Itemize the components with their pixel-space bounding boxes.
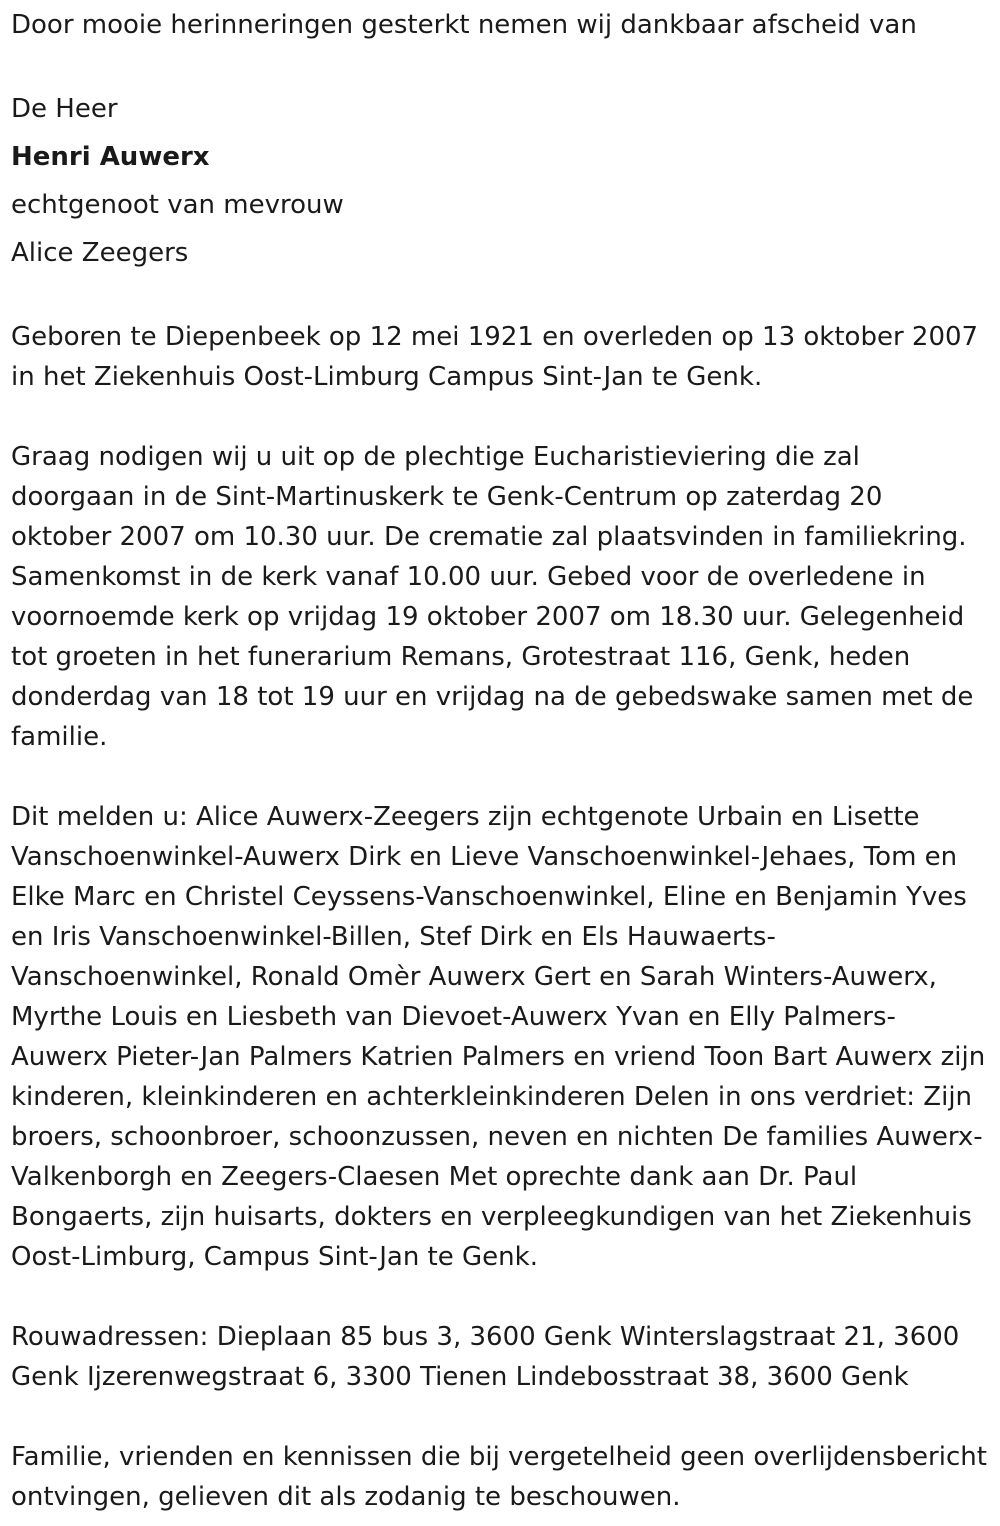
salutation: De Heer <box>11 94 118 124</box>
birth-death-paragraph: Geboren te Diepenbeek op 12 mei 1921 en overleden op 13 oktober 2007 in het Ziekenhuis Oost-Limburg Campus Sint-Jan te Genk. <box>11 322 979 392</box>
deceased-name: Henri Auwerx <box>11 142 210 172</box>
deceased-block <box>11 85 990 277</box>
addresses-paragraph: Rouwadressen: Dieplaan 85 bus 3, 3600 Genk Winterslagstraat 21, 3600 Genk Ijzerenwegstraat 6, 3300 Tienen Lindebosstraat 38, 3600 Genk <box>11 1322 960 1392</box>
relation-text: echtgenoot van mevrouw <box>11 190 344 220</box>
ceremony-paragraph: Graag nodigen wij u uit op de plechtige Eucharistieviering die zal doorgaan in de Sint-Martinuskerk te Genk-Centrum op zaterdag 20 oktober 2007 om 10.30 uur. De crematie zal plaatsvinden in familiekring. Samenkomst in de kerk vanaf 10.00 uur. Gebed voor de overledene in voornoemde kerk op vrijdag 19 oktober 2007 om 18.30 uur. Gelegenheid tot groeten in het funerarium Remans, Grotestraat 116, Genk, heden donderdag van 18 tot 19 uur en vrijdag na de gebedswake samen met de familie. <box>11 442 974 752</box>
closing-paragraph: Familie, vrienden en kennissen die bij vergetelheid geen overlijdensbericht ontvingen, gelieven dit als zodanig te beschouwen. <box>11 1442 987 1512</box>
intro-text: Door mooie herinneringen gesterkt nemen wij dankbaar afscheid van <box>11 10 917 40</box>
spouse-name: Alice Zeegers <box>11 238 189 268</box>
announcers-paragraph: Dit melden u: Alice Auwerx-Zeegers zijn echtgenote Urbain en Lisette Vanschoenwinkel-Auwerx Dirk en Lieve Vanschoenwinkel-Jehaes, Tom en Elke Marc en Christel Ceyssens-Vanschoenwinkel, Eline en Benjamin Yves en Iris Vanschoenwinkel-Billen, Stef Dirk en Els Hauwaerts-Vanschoenwinkel, Ronald Omèr Auwerx Gert en Sarah Winters-Auwerx, Myrthe Louis en Liesbeth van Dievoet-Auwerx Yvan en Elly Palmers-Auwerx Pieter-Jan Palmers Katrien Palmers en vriend Toon Bart Auwerx zijn kinderen, kleinkinderen en achterkleinkinderen Delen in ons verdriet: Zijn broers, schoonbroer, schoonzussen, neven en nichten De families Auwerx-Valkenborgh en Zeegers-Claesen Met oprechte dank aan Dr. Paul Bongaerts, zijn huisarts, dokters en verpleegkundigen van het Ziekenhuis Oost-Limburg, Campus Sint-Jan te Genk. <box>11 802 986 1272</box>
